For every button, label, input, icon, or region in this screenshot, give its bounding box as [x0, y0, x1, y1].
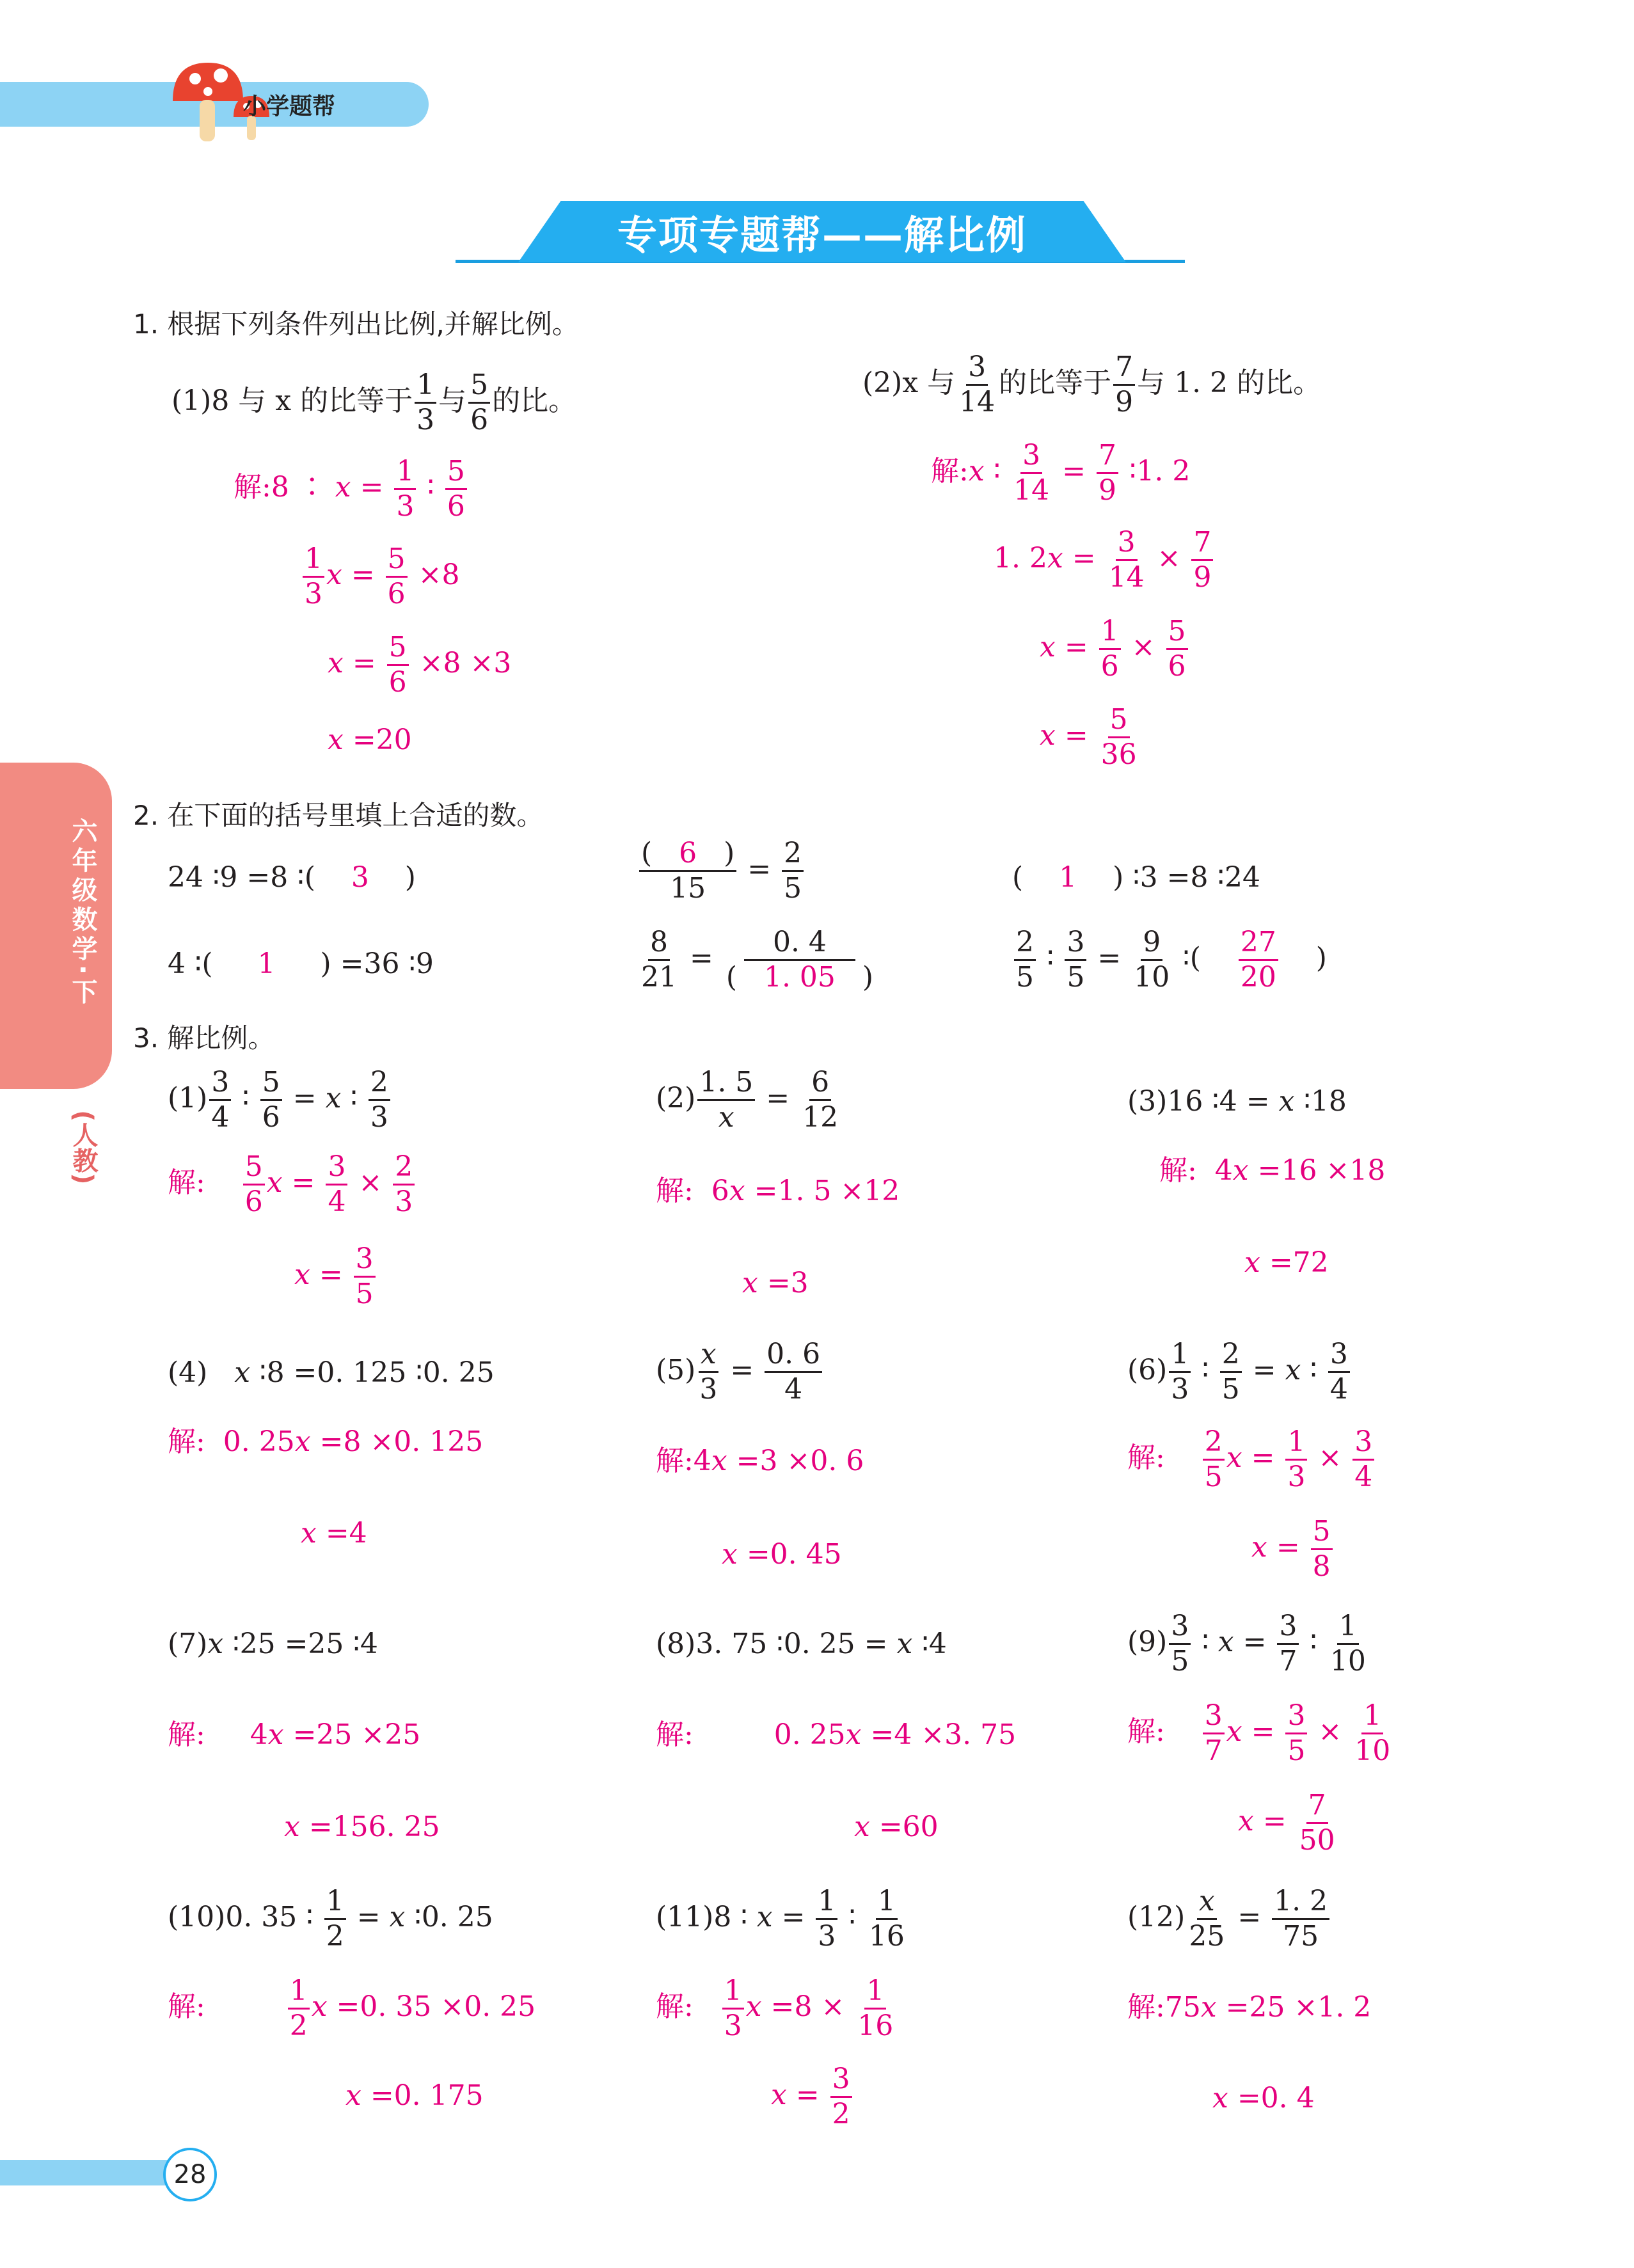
q3-p12-sol: 解:75x =25 ×1. 2	[1127, 1991, 1372, 2024]
q3-p10: (10)0. 35 ∶ $\frac{1}{2}$ = x ∶0. 25	[168, 1885, 493, 1953]
q3-p3-sol: 解: 4x =16 ×18	[1159, 1154, 1386, 1187]
q3-p1-sol: 解: $\frac{5}{6}$ x = $\frac{3}{4}$ × $\frac{2}{3}$	[168, 1153, 416, 1216]
q3-p9-ans: x = $\frac{7}{50}$	[1238, 1789, 1335, 1857]
q1-p1-step1: 解:8 ∶ x = $\frac{1}{3}$ ∶ $\frac{5}{6}$	[234, 457, 469, 521]
footer-bar	[0, 2160, 173, 2185]
q1-p2-text: (2)x 与	[862, 367, 956, 399]
q3-p8-ans: x =60	[854, 1811, 939, 1843]
grade-label: 六年级数学·下	[68, 818, 97, 1008]
answer: 6	[679, 837, 697, 869]
q3-prompt: 3. 解比例。	[133, 1022, 275, 1054]
edition-label: (人教)	[68, 1110, 98, 1185]
q2-prompt: 2. 在下面的括号里填上合适的数。	[133, 800, 544, 831]
q1-p1-step2: $\frac{1}{3}$ x = $\frac{5}{6}$ ×8	[301, 545, 460, 608]
q1-p1-mid: 与	[438, 385, 467, 417]
q2-item2: 4 ∶( 1 ) =36 ∶9	[168, 948, 434, 980]
q3-p6-ans: x = $\frac{5}{8}$	[1251, 1518, 1335, 1581]
q3-p7: (7)x ∶25 =25 ∶4	[168, 1628, 378, 1660]
q3-p7-ans: x =156. 25	[284, 1811, 440, 1843]
q3-p9-sol: 解: $\frac{3}{7}$ x = $\frac{3}{5}$ × $\frac{1}{10}$	[1127, 1699, 1391, 1767]
q1-p1-tail: 的比。	[492, 385, 577, 417]
q3-p7-sol: 解: 4x =25 ×25	[168, 1718, 421, 1751]
q3-p4-sol: 解: 0. 25x =8 ×0. 125	[168, 1425, 484, 1458]
q3-p11-sol: 解: $\frac{1}{3}$ x =8 × $\frac{1}{16}$	[656, 1974, 894, 2042]
q3-p1-ans: x = $\frac{3}{5}$	[294, 1245, 377, 1308]
q3-p12-ans: x =0. 4	[1212, 2082, 1315, 2114]
q3-p5: (5) $\frac{x}{3}$ = $\frac{0. 6}{4}$	[656, 1340, 824, 1404]
q3-p10-ans: x =0. 175	[345, 2079, 484, 2112]
page-title: 专项专题帮——解比例	[617, 211, 1027, 258]
q1-p1-text: (1)8 与 x 的比等于	[171, 385, 413, 417]
q3-p5-sol: 解:4x =3 ×0. 6	[656, 1445, 864, 1477]
q3-p3-ans: x =72	[1244, 1246, 1329, 1279]
answer: 3	[351, 861, 369, 894]
q1-p2-step3: x = $\frac{1}{6}$ × $\frac{5}{6}$	[1040, 617, 1190, 681]
page-number: 28	[163, 2148, 217, 2201]
q2-item5: ( 1 ) ∶3 =8 ∶24	[1012, 861, 1260, 894]
q3-p4: (4) x ∶8 =0. 125 ∶0. 25	[168, 1356, 495, 1389]
q2-item3: $\frac{( 6 )}{15}$ = $\frac{2}{5}$	[637, 839, 805, 903]
q1-p1-step3: x = $\frac{5}{6}$ ×8 ×3	[328, 631, 512, 699]
answer: 1	[257, 948, 276, 980]
q3-p8-sol: 解: 0. 25x =4 ×3. 75	[656, 1718, 1017, 1751]
q1-part2	[862, 353, 1321, 416]
fraction: $\frac{3}{14}$	[959, 351, 995, 418]
q3-p1: (1) $\frac{3}{4}$ ∶ $\frac{5}{6}$ = x ∶ $\frac{2}{3}$	[168, 1068, 392, 1132]
q3-p2-sol: 解: 6x =1. 5 ×12	[656, 1175, 900, 1207]
q1-p2-mid: 的比等于	[999, 367, 1112, 399]
q1-part1	[171, 371, 576, 434]
q3-p2: (2) $\frac{1. 5}{x}$ = $\frac{6}{12}$	[656, 1066, 839, 1134]
q3-p6-sol: 解: $\frac{2}{5}$ x = $\frac{1}{3}$ × $\frac{3}{4}$	[1127, 1428, 1376, 1491]
q3-p3: (3)16 ∶4 = x ∶18	[1127, 1085, 1347, 1118]
q1-p2-step1: 解:x ∶ $\frac{3}{14}$ = $\frac{7}{9}$ ∶1. 2	[931, 439, 1191, 507]
answer: 1. 05	[763, 961, 836, 994]
q1-p2-step2: 1. 2x = $\frac{3}{14}$ × $\frac{7}{9}$	[994, 528, 1215, 592]
q3-p10-sol: 解: $\frac{1}{2}$ x =0. 35 ×0. 25	[168, 1974, 536, 2042]
q1-p1-step4: x =20	[328, 724, 412, 756]
q3-p4-ans: x =4	[301, 1517, 367, 1550]
q1-prompt: 1. 根据下列条件列出比例,并解比例。	[133, 308, 579, 340]
brand-label: 小学题帮	[243, 93, 336, 120]
answer: 1	[1059, 861, 1077, 894]
q2-item4: $\frac{8}{21}$ = $\frac{0. 4}{( 1. 05 )}$	[641, 926, 874, 994]
q3-p5-ans: x =0. 45	[722, 1538, 842, 1571]
q3-p11-ans: x = $\frac{3}{2}$	[771, 2065, 854, 2129]
q3-p6: (6) $\frac{1}{3}$ ∶ $\frac{2}{5}$ = x ∶ $\frac{3}{4}$	[1127, 1340, 1352, 1404]
q2-item1: 24 ∶9 =8 ∶( 3 )	[168, 861, 416, 894]
q1-p2-tail: 与 1. 2 的比。	[1137, 367, 1322, 399]
answer: $\frac{27}{20}$	[1239, 928, 1278, 992]
q2-item6: $\frac{2}{5}$ ∶ $\frac{3}{5}$ = $\frac{9}{10}$ ∶( $\frac{27}{20}$ )	[1012, 928, 1327, 992]
fraction: $\frac{1}{3}$	[415, 371, 436, 434]
q3-p8: (8)3. 75 ∶0. 25 = x ∶4	[656, 1628, 947, 1660]
q3-p9: (9) $\frac{3}{5}$ ∶ x = $\frac{3}{7}$ ∶ $\frac{1}{10}$	[1127, 1610, 1366, 1677]
q3-p12: (12) $\frac{x}{25}$ = $\frac{1. 2}{75}$	[1127, 1887, 1331, 1951]
q3-p2-ans: x =3	[742, 1267, 809, 1299]
q1-p2-step4: x = $\frac{5}{36}$	[1040, 703, 1137, 771]
fraction: $\frac{7}{9}$	[1113, 353, 1135, 416]
q3-p11: (11)8 ∶ x = $\frac{1}{3}$ ∶ $\frac{1}{16}$	[656, 1885, 905, 1953]
fraction: $\frac{5}{6}$	[468, 371, 490, 434]
